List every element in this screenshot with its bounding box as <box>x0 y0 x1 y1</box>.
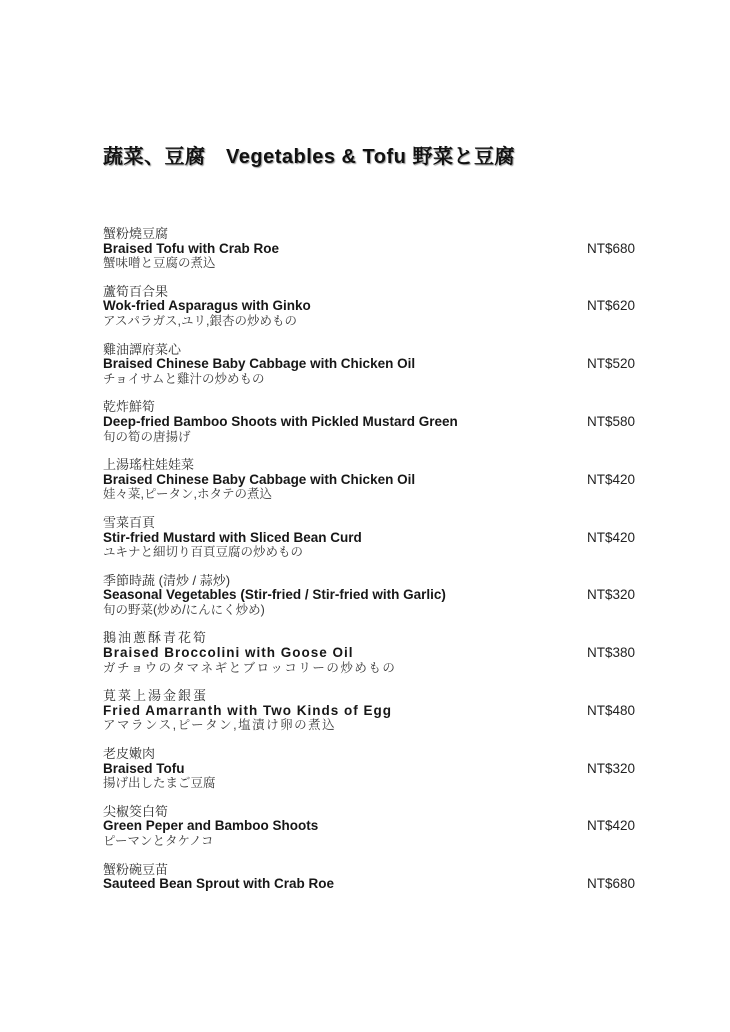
dish-price: NT$420 <box>586 818 635 834</box>
dish-price: NT$520 <box>586 356 635 372</box>
dish-name-en: Braised Broccolini with Goose Oil <box>103 645 354 661</box>
dish-price: NT$380 <box>586 645 635 661</box>
menu-item <box>103 227 635 271</box>
dish-name-zh: 蘆筍百合果 <box>103 283 169 299</box>
dish-price: NT$680 <box>586 240 635 256</box>
menu-item <box>103 631 635 675</box>
dish-name-en: Seasonal Vegetables (Stir-fried / Stir-fried with Garlic) <box>103 587 446 603</box>
dish-name-zh: 乾炸鮮筍 <box>103 399 156 415</box>
dish-price: NT$620 <box>586 298 635 314</box>
menu-item <box>103 343 635 387</box>
dish-name-zh: 尖椒筊白筍 <box>103 803 169 819</box>
dish-name-zh: 老皮嫩肉 <box>103 746 156 762</box>
dish-name-zh: 上湯瑤柱娃娃菜 <box>103 457 195 473</box>
dish-name-zh: 鵝油蔥酥青花筍 <box>103 630 209 646</box>
menu-item <box>103 805 635 849</box>
dish-name-zh: 季節時蔬 (清炒 / 蒜炒) <box>103 572 231 588</box>
dish-price: NT$320 <box>586 587 635 603</box>
dish-name-zh: 莧菜上湯金銀蛋 <box>103 688 209 704</box>
menu-item <box>103 574 635 618</box>
dish-price: NT$420 <box>586 471 635 487</box>
dish-price: NT$480 <box>586 702 635 718</box>
dish-name-ja: 蟹味噌と豆腐の煮込 <box>103 256 216 271</box>
dish-name-ja: ユキナと細切り百頁豆腐の炒めもの <box>103 545 304 560</box>
dish-price: NT$580 <box>586 413 635 429</box>
dish-name-ja: アスパラガス,ユリ,銀杏の炒めもの <box>103 313 297 328</box>
dish-name-ja: アマランス,ピータン,塩漬け卵の煮込 <box>103 718 337 733</box>
dish-name-ja <box>103 892 635 907</box>
dish-name-en: Wok-fried Asparagus with Ginko <box>103 298 311 314</box>
menu-item <box>103 516 635 560</box>
dish-name-en: Braised Chinese Baby Cabbage with Chicken Oil <box>103 471 416 487</box>
dish-name-ja: チョイサムと雞汁の炒めもの <box>103 371 265 386</box>
dish-name-ja: 旬の野菜(炒め/にんにく炒め) <box>103 602 265 617</box>
dish-name-zh: 蟹粉碗豆苗 <box>103 861 169 877</box>
dish-name-en: Deep-fried Bamboo Shoots with Pickled Mustard Green <box>103 413 458 429</box>
dish-name-ja: ガチョウのタマネギとブロッコリーの炒めもの <box>103 660 397 675</box>
dish-name-ja: 旬の筍の唐揚げ <box>103 429 191 444</box>
dish-name-zh: 蟹粉燒豆腐 <box>103 226 169 241</box>
dish-name-en: Braised Chinese Baby Cabbage with Chicken Oil <box>103 356 416 372</box>
menu-item <box>103 285 635 329</box>
menu-item <box>103 689 635 733</box>
menu-item <box>103 400 635 444</box>
dish-name-zh: 雪菜百頁 <box>103 514 156 530</box>
dish-name-en: Sauteed Bean Sprout with Crab Roe <box>103 876 335 892</box>
dish-name-zh: 雞油譚府菜心 <box>103 341 182 357</box>
dish-name-ja: 揚げ出したまご豆腐 <box>103 776 216 791</box>
dish-name-ja: 娃々菜,ピータン,ホタテの煮込 <box>103 487 272 502</box>
menu-item <box>103 863 635 907</box>
dish-price: NT$420 <box>586 529 635 545</box>
dish-name-en: Braised Tofu <box>103 760 185 776</box>
menu-item <box>103 458 635 502</box>
dish-name-en: Fried Amarranth with Two Kinds of Egg <box>103 702 392 718</box>
dish-name-en: Stir-fried Mustard with Sliced Bean Curd <box>103 529 362 545</box>
dish-name-en: Green Peper and Bamboo Shoots <box>103 818 319 834</box>
menu-item <box>103 747 635 791</box>
dish-name-ja: ピーマンとタケノコ <box>103 834 214 848</box>
menu-list <box>103 227 635 920</box>
dish-name-en: Braised Tofu with Crab Roe <box>103 240 280 256</box>
dish-price: NT$320 <box>586 760 635 776</box>
dish-price: NT$680 <box>586 876 635 892</box>
section-title: 蔬菜、豆腐 Vegetables & Tofu 野菜と豆腐 <box>103 146 515 168</box>
